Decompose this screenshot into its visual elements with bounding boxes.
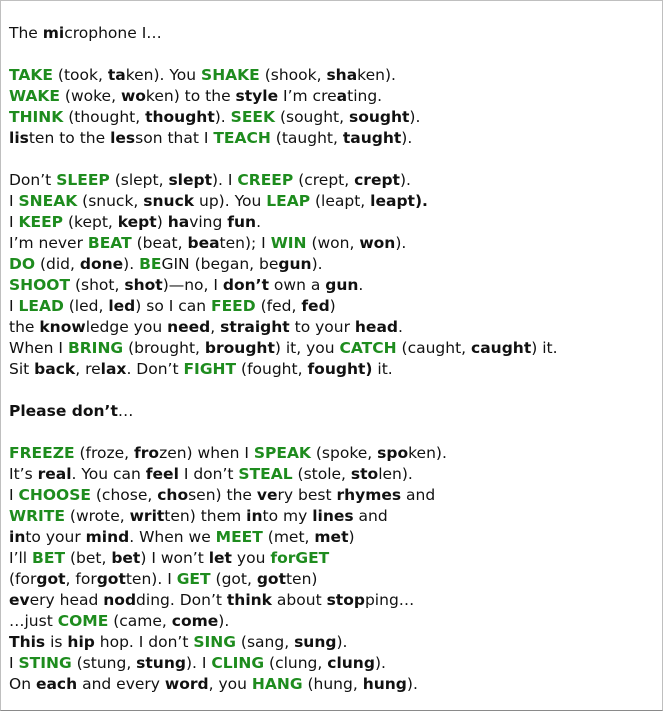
lyric-text: (got,	[210, 570, 257, 588]
lyric-text: the	[9, 318, 40, 336]
lyric-line	[9, 674, 658, 695]
lyric-text: sen) the	[188, 486, 257, 504]
verb-highlight: LEAD	[18, 297, 64, 315]
verb-highlight: SEEK	[230, 108, 276, 126]
lyric-line	[9, 611, 658, 632]
verb-highlight: BRING	[67, 339, 124, 357]
lyric-text: (thought,	[63, 108, 146, 126]
stressed-text: head	[354, 318, 398, 336]
lyric-line	[9, 359, 658, 380]
verb-highlight: forGET	[270, 549, 330, 567]
lyric-text: len).	[378, 465, 413, 483]
lyric-text: (shook,	[259, 66, 327, 84]
lyric-text: (wrote,	[64, 507, 130, 525]
lyric-line	[9, 464, 658, 485]
lyric-text: ).	[395, 234, 407, 252]
lyric-text: )—no, I	[162, 276, 223, 294]
lyric-text: (snuck,	[77, 192, 144, 210]
stressed-text: leapt).	[370, 192, 428, 210]
lyric-text: ken). You	[125, 66, 202, 84]
lyric-text: is	[45, 633, 68, 651]
stressed-text: sung	[294, 633, 337, 651]
stressed-text: fought)	[307, 360, 373, 378]
lyric-line	[9, 233, 658, 254]
lyric-text: . You can	[71, 465, 146, 483]
lyric-text: GIN (began, be	[161, 255, 279, 273]
lyric-text: I’ll	[9, 549, 33, 567]
stressed-text: caught	[471, 339, 532, 357]
lyric-text: ).	[374, 654, 386, 672]
lyric-text: ten). I	[125, 570, 177, 588]
stressed-text: gun	[325, 276, 359, 294]
lyric-text: Don’t	[9, 171, 57, 189]
stressed-text: feel	[145, 465, 179, 483]
lyric-line	[9, 569, 658, 590]
verb-highlight: GET	[176, 570, 211, 588]
stressed-text: sto	[350, 465, 379, 483]
lyric-text: ,	[210, 318, 221, 336]
lyric-text: . When we	[129, 528, 216, 546]
lyric-line	[9, 254, 658, 275]
lyric-text: (did,	[35, 255, 80, 273]
verb-highlight: TAKE	[9, 66, 53, 84]
verb-highlight: SLEEP	[56, 171, 110, 189]
stressed-text: This	[9, 633, 46, 651]
stressed-text: stop	[326, 591, 365, 609]
lyric-text: and	[401, 486, 436, 504]
lyric-text: ken).	[357, 66, 396, 84]
stressed-text: done	[79, 255, 124, 273]
lyric-text: (led,	[63, 297, 109, 315]
lyric-text: (met,	[262, 528, 315, 546]
lyric-text: and	[353, 507, 388, 525]
lyric-text: (crept,	[293, 171, 355, 189]
verb-highlight: MEET	[215, 528, 263, 546]
verb-highlight: SHAKE	[201, 66, 260, 84]
stressed-text: stung	[136, 654, 186, 672]
lyric-text: )	[348, 528, 355, 546]
stressed-text: fun	[227, 213, 257, 231]
verb-highlight: CHOOSE	[18, 486, 91, 504]
lyric-text: Sit	[9, 360, 35, 378]
lyric-text: (taught,	[270, 129, 343, 147]
stressed-text: sha	[326, 66, 358, 84]
verb-highlight: STING	[18, 654, 72, 672]
lyric-text: ry best	[277, 486, 337, 504]
lyric-text: (stole,	[292, 465, 351, 483]
stressed-text: met	[314, 528, 349, 546]
lyric-text: hop. I don’t	[94, 633, 194, 651]
lyric-text: When I	[9, 339, 68, 357]
stressed-text: a	[336, 87, 348, 105]
stressed-text: in	[246, 507, 263, 525]
lyric-text: (clung,	[264, 654, 328, 672]
lyric-text: I	[9, 486, 19, 504]
lyric-text: (froze,	[74, 444, 135, 462]
verb-highlight: KEEP	[18, 213, 64, 231]
stressed-text: in	[9, 528, 26, 546]
stressed-text: ve	[256, 486, 278, 504]
verb-highlight: FEED	[211, 297, 256, 315]
lyric-text: (spoke,	[310, 444, 378, 462]
stressed-text: sought	[348, 108, 410, 126]
lyric-text: zen) when I	[159, 444, 254, 462]
lyric-text: (won,	[306, 234, 360, 252]
lyric-line	[9, 275, 658, 296]
lyric-text: …	[117, 402, 134, 420]
stressed-text: each	[35, 675, 78, 693]
stressed-text: shot	[124, 276, 163, 294]
lyric-text: (fought,	[236, 360, 308, 378]
lyric-line	[9, 23, 658, 44]
lyric-text: ).	[214, 108, 231, 126]
lyric-text: (fed,	[255, 297, 302, 315]
lyric-text: (stung,	[71, 654, 137, 672]
stressed-text: let	[208, 549, 232, 567]
lyric-text: ).	[218, 612, 230, 630]
stressed-text: got	[256, 570, 286, 588]
lyric-line	[9, 212, 658, 233]
lyric-line	[9, 653, 658, 674]
lyric-text: )	[156, 213, 168, 231]
stressed-text: spo	[377, 444, 409, 462]
stressed-text: writ	[129, 507, 165, 525]
blank-line	[9, 149, 658, 170]
lyric-text: , you	[208, 675, 252, 693]
blank-line	[9, 44, 658, 65]
stressed-text: mi	[42, 24, 65, 42]
lyric-text: . Don’t	[126, 360, 184, 378]
verb-highlight: COME	[57, 612, 109, 630]
lyric-text: ery head	[29, 591, 104, 609]
lyric-text: (caught,	[396, 339, 472, 357]
stressed-text: know	[39, 318, 86, 336]
lyric-line	[9, 548, 658, 569]
stressed-text: brought	[204, 339, 275, 357]
verb-highlight: THINK	[9, 108, 64, 126]
verb-highlight: HANG	[251, 675, 303, 693]
stressed-text: got	[96, 570, 126, 588]
lyric-text: I	[9, 213, 19, 231]
stressed-text: don’t	[222, 276, 269, 294]
stressed-text: hip	[67, 633, 95, 651]
stressed-text: got	[36, 570, 66, 588]
lyric-line	[9, 86, 658, 107]
blank-line	[9, 422, 658, 443]
stressed-text: les	[110, 129, 136, 147]
lyric-text: ). I	[212, 171, 238, 189]
verb-highlight: CREEP	[237, 171, 294, 189]
verb-highlight: BEAT	[87, 234, 132, 252]
lyric-text: ) so I can	[135, 297, 211, 315]
lyric-line	[9, 401, 658, 422]
verb-highlight: DO	[9, 255, 36, 273]
stressed-text: ha	[167, 213, 190, 231]
stressed-text: hung	[362, 675, 407, 693]
verb-highlight: SHOOT	[9, 276, 71, 294]
lyric-text: )	[329, 297, 336, 315]
lyric-text: , re	[75, 360, 101, 378]
lyric-text: It’s	[9, 465, 38, 483]
stressed-text: real	[37, 465, 72, 483]
stressed-text: bea	[187, 234, 220, 252]
lyric-text: .	[256, 213, 262, 231]
lyric-text: I’m never	[9, 234, 88, 252]
lyric-text: ). I	[185, 654, 212, 672]
blank-line	[9, 380, 658, 401]
stressed-text: clung	[327, 654, 375, 672]
lyric-text: I don’t	[178, 465, 239, 483]
stressed-text: need	[167, 318, 211, 336]
stressed-text: mind	[85, 528, 130, 546]
lyric-text: .	[358, 276, 364, 294]
verb-highlight: BE	[139, 255, 162, 273]
lyric-text: to my	[262, 507, 313, 525]
lyric-text: (sought,	[275, 108, 349, 126]
lyric-text: ting.	[347, 87, 383, 105]
lyric-text: ).	[311, 255, 323, 273]
lyric-text: ).	[409, 108, 421, 126]
stressed-text: gun	[278, 255, 312, 273]
lyric-line	[9, 506, 658, 527]
lyric-line	[9, 527, 658, 548]
stressed-text: lines	[312, 507, 354, 525]
lyric-text: ken) to the	[145, 87, 236, 105]
lyric-text: ledge you	[85, 318, 168, 336]
verb-highlight: BET	[32, 549, 66, 567]
lyric-text: I	[9, 192, 19, 210]
verb-highlight: STEAL	[238, 465, 293, 483]
lyric-text: ).	[399, 171, 411, 189]
stressed-text: bet	[111, 549, 141, 567]
lyric-text: ) it, you	[274, 339, 340, 357]
lyric-text: ten)	[285, 570, 318, 588]
lyric-text: (bet,	[65, 549, 112, 567]
lyric-line	[9, 170, 658, 191]
lyric-text: ) it.	[531, 339, 558, 357]
lyric-text: ten); I	[219, 234, 271, 252]
stressed-text: lis	[9, 129, 29, 147]
verb-highlight: FIGHT	[183, 360, 237, 378]
lyric-text: to your	[25, 528, 86, 546]
lyric-line	[9, 317, 658, 338]
stressed-text: taught	[342, 129, 402, 147]
verb-highlight: WRITE	[9, 507, 65, 525]
lyric-text: ).	[336, 633, 348, 651]
lyric-text: (beat,	[131, 234, 188, 252]
stressed-text: rhymes	[336, 486, 402, 504]
stressed-text: back	[34, 360, 76, 378]
verb-highlight: WIN	[270, 234, 307, 252]
lyric-text: ping…	[364, 591, 415, 609]
lyric-text: crophone I…	[64, 24, 162, 42]
lyric-text: it.	[372, 360, 393, 378]
lyric-text: (brought,	[123, 339, 205, 357]
verb-highlight: CATCH	[339, 339, 397, 357]
stressed-text: snuck	[143, 192, 195, 210]
stressed-text: wo	[120, 87, 146, 105]
stressed-text: led	[108, 297, 136, 315]
lyric-line	[9, 296, 658, 317]
stressed-text: nod	[103, 591, 137, 609]
lyric-text: (woke,	[60, 87, 121, 105]
verb-highlight: TEACH	[213, 129, 271, 147]
lyric-text: you	[231, 549, 271, 567]
lyric-text: ken).	[408, 444, 447, 462]
stressed-text: come	[171, 612, 219, 630]
lyric-text: .	[398, 318, 403, 336]
lyrics-text	[9, 23, 658, 695]
lyric-line	[9, 191, 658, 212]
lyric-text: ).	[401, 129, 413, 147]
lyric-text: ).	[406, 675, 418, 693]
lyric-line	[9, 65, 658, 86]
stressed-text: think	[226, 591, 272, 609]
verb-highlight: SPEAK	[253, 444, 311, 462]
lyric-text: (came,	[108, 612, 172, 630]
lyric-text: (for	[9, 570, 37, 588]
lyric-line	[9, 590, 658, 611]
lyric-line	[9, 443, 658, 464]
stressed-text: lax	[100, 360, 127, 378]
stressed-text: style	[235, 87, 279, 105]
lyric-text: ving	[189, 213, 228, 231]
lyric-text: (chose,	[90, 486, 158, 504]
stressed-text: slept	[168, 171, 212, 189]
stressed-text: word	[164, 675, 209, 693]
lyric-text: (hung,	[302, 675, 363, 693]
lyric-text: (slept,	[109, 171, 169, 189]
stressed-text: kept	[117, 213, 157, 231]
stressed-text: fro	[134, 444, 160, 462]
lyric-text: , for	[65, 570, 97, 588]
verb-highlight: CLING	[211, 654, 265, 672]
lyric-text: I’m cre	[278, 87, 337, 105]
lyric-text: The	[9, 24, 43, 42]
lyric-line	[9, 128, 658, 149]
lyric-text: ten) them	[164, 507, 247, 525]
lyric-text: ) I won’t	[140, 549, 209, 567]
verb-highlight: LEAP	[266, 192, 311, 210]
verb-highlight: FREEZE	[9, 444, 75, 462]
verb-highlight: WAKE	[9, 87, 60, 105]
lyric-text: up). You	[194, 192, 267, 210]
lyric-text: (shot,	[70, 276, 125, 294]
lyric-text: I	[9, 297, 19, 315]
stressed-text: Please don’t	[9, 402, 118, 420]
stressed-text: fed	[301, 297, 330, 315]
verb-highlight: SNEAK	[18, 192, 78, 210]
lyric-text: (kept,	[63, 213, 118, 231]
stressed-text: ev	[9, 591, 30, 609]
lyric-text: (leapt,	[310, 192, 371, 210]
lyric-text: (sang,	[236, 633, 295, 651]
lyric-text: and every	[77, 675, 165, 693]
lyric-text: On	[9, 675, 36, 693]
stressed-text: thought	[145, 108, 215, 126]
stressed-text: won	[359, 234, 396, 252]
lyric-line	[9, 632, 658, 653]
lyric-text: ding. Don’t	[136, 591, 227, 609]
verb-highlight: SING	[193, 633, 236, 651]
lyric-text: own a	[268, 276, 326, 294]
lyric-text: son that I	[135, 129, 214, 147]
lyric-line	[9, 338, 658, 359]
lyric-text: ).	[123, 255, 140, 273]
lyric-text: (took,	[52, 66, 108, 84]
lyric-text: ten to the	[28, 129, 111, 147]
lyric-line	[9, 107, 658, 128]
stressed-text: ta	[107, 66, 126, 84]
lyric-text: about	[272, 591, 327, 609]
stressed-text: straight	[220, 318, 290, 336]
stressed-text: crept	[354, 171, 400, 189]
stressed-text: cho	[157, 486, 189, 504]
lyric-line	[9, 485, 658, 506]
lyric-text: …just	[9, 612, 58, 630]
lyric-text: to your	[289, 318, 355, 336]
lyric-text: I	[9, 654, 19, 672]
